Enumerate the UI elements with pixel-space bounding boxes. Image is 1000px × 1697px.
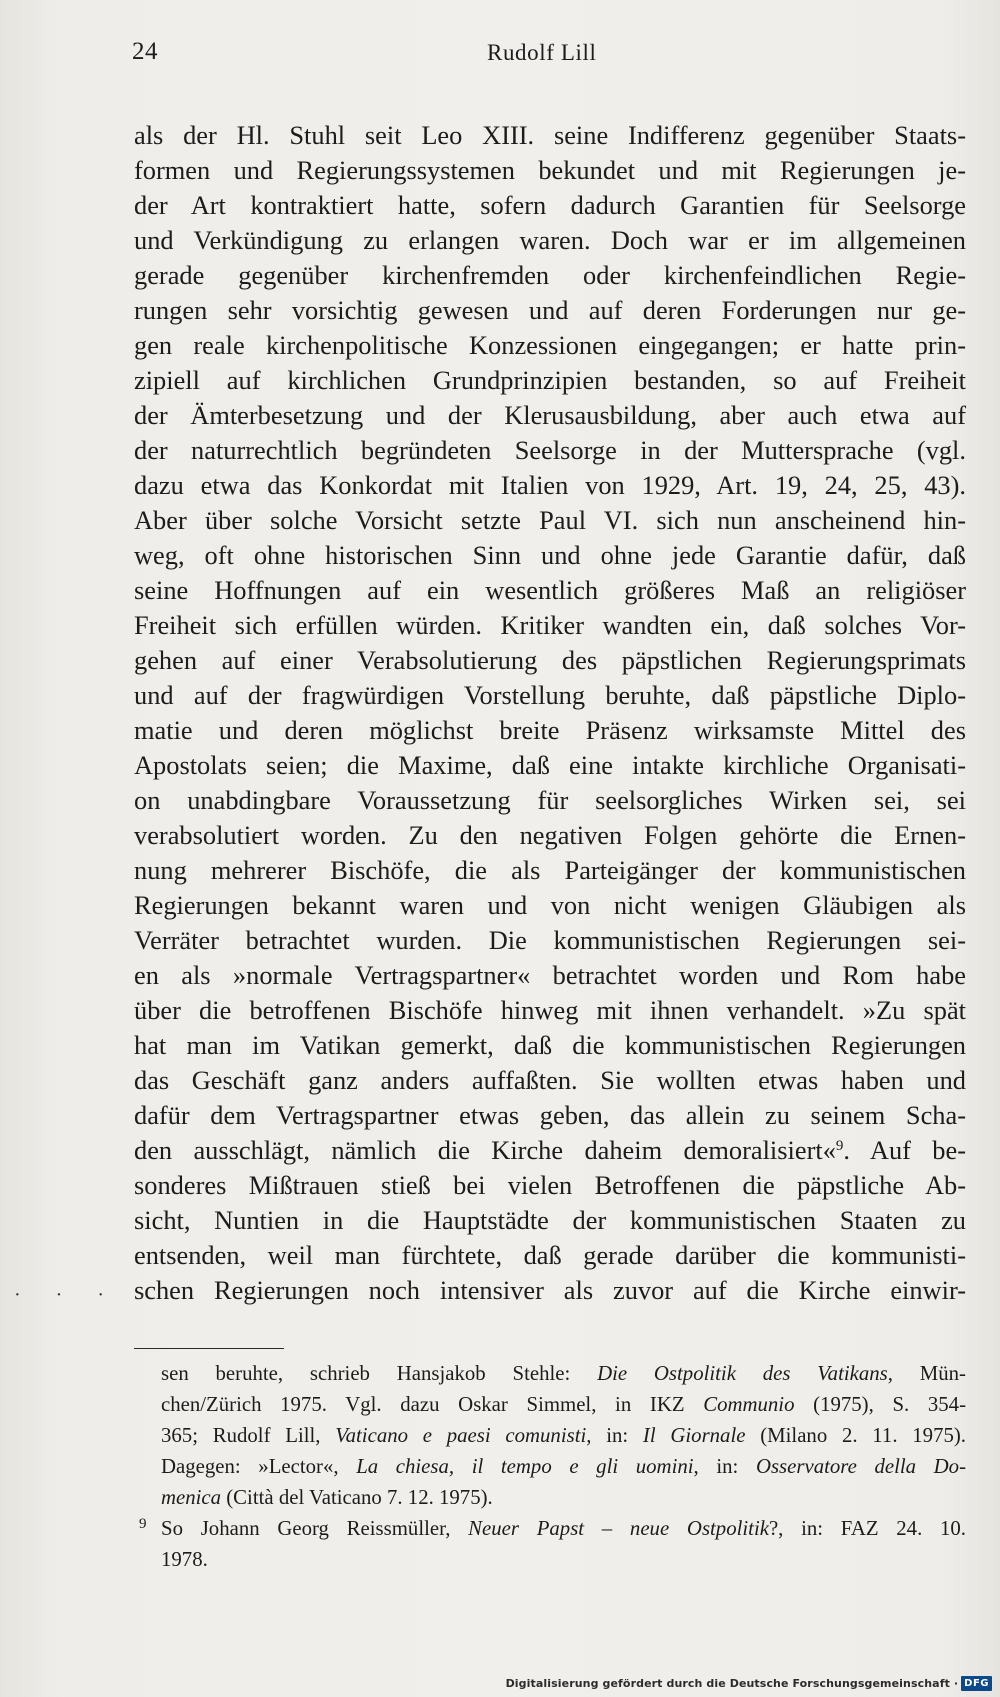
margin-dots: · · · · [14,1284,161,1306]
body-line: Apostolats seien; die Maxime, daß eine intakte kirchliche Organisati- [134,750,966,780]
body-line: matie und deren möglichst breite Präsenz wirksamste Mittel des [134,715,966,745]
page-number: 24 [132,38,158,65]
body-line: der Art kontraktiert hatte, sofern dadurch Garantien für Seelsorge [134,190,966,220]
footnote-line: 1978. [161,1548,208,1571]
body-line: der naturrechtlich begründeten Seelsorge in der Muttersprache (vgl. [134,435,966,465]
dfg-logo: DFG [961,1676,992,1691]
body-line: rungen sehr vorsichtig gewesen und auf deren Forderungen nur ge- [134,295,966,325]
footnote-reference[interactable]: 9 [835,1138,844,1154]
running-head: Rudolf Lill [487,40,597,65]
body-line: zipiell auf kirchlichen Grundprinzipien bestanden, so auf Freiheit [134,365,966,395]
footnotes [134,1358,966,1575]
body-line: seine Hoffnungen auf ein wesentlich größeres Maß an religiöser [134,575,966,605]
body-line: schen Regierungen noch intensiver als zuvor auf die Kirche einwir- [134,1275,966,1305]
body-line: und auf der fragwürdigen Vorstellung beruhte, daß päpstliche Diplo- [134,680,966,710]
body-line: sonderes Mißtrauen stieß bei vielen Betroffenen die päpstliche Ab- [134,1170,966,1200]
body-line: das Geschäft ganz anders auffaßten. Sie wollten etwas haben und [134,1065,966,1095]
footnote-9: 9 So Johann Georg Reissmüller, Neuer Papst – neue Ostpolitik?, in: FAZ 24. 10. [134,1513,966,1544]
body-line: gehen auf einer Verabsolutierung des päpstlichen Regierungsprimats [134,645,966,675]
body-line: verabsolutiert worden. Zu den negativen Folgen gehörte die Ernen- [134,820,966,850]
body-line: sicht, Nuntien in die Hauptstädte der kommunistischen Staaten zu [134,1205,966,1235]
body-line: Freiheit sich erfüllen würden. Kritiker wandten ein, daß solches Vor- [134,610,966,640]
body-line: Verräter betrachtet wurden. Die kommunistischen Regierungen sei- [134,925,966,955]
body-line: gen reale kirchenpolitische Konzessionen eingegangen; er hatte prin- [134,330,966,360]
credit-text: Digitalisierung gefördert durch die Deutsche Forschungsgemeinschaft · [505,1677,959,1690]
body-line: Regierungen bekannt waren und von nicht wenigen Gläubigen als [134,890,966,920]
footnote-line: 365; Rudolf Lill, Vaticano e paesi comunisti, in: Il Giornale (Milano 2. 11. 1975). [161,1424,966,1447]
footnote-line: menica (Città del Vaticano 7. 12. 1975). [161,1486,493,1509]
body-line: über die betroffenen Bischöfe hinweg mit ihnen verhandelt. »Zu spät [134,995,966,1025]
body-line: und Verkündigung zu erlangen waren. Doch war er im allgemeinen [134,225,966,255]
body-line: weg, oft ohne historischen Sinn und ohne jede Garantie dafür, daß [134,540,966,570]
body-line: der Ämterbesetzung und der Klerusausbildung, aber auch etwa auf [134,400,966,430]
body-text [134,118,966,1308]
footnote-line: chen/Zürich 1975. Vgl. dazu Oskar Simmel, in IKZ Communio (1975), S. 354- [161,1393,966,1416]
body-line: gerade gegenüber kirchenfremden oder kirchenfeindlichen Regie- [134,260,966,290]
footnote-rule [134,1348,284,1349]
body-line-text: . Auf be- [843,1135,966,1165]
footnote-line: sen beruhte, schrieb Hansjakob Stehle: Die Ostpolitik des Vatikans, Mün- [161,1362,966,1385]
body-line: en als »normale Vertragspartner« betrachtet worden und Rom habe [134,960,966,990]
body-line: dafür dem Vertragspartner etwas geben, das allein zu seinem Scha- [134,1100,966,1130]
body-line [134,1133,966,1168]
body-line-text: den ausschlägt, nämlich die Kirche daheim demoralisiert« [134,1135,836,1165]
body-line: Aber über solche Vorsicht setzte Paul VI. sich nun anscheinend hin- [134,505,966,535]
body-line: als der Hl. Stuhl seit Leo XIII. seine Indifferenz gegenüber Staats- [134,120,966,150]
body-line: hat man im Vatikan gemerkt, daß die kommunistischen Regierungen [134,1030,966,1060]
footnote-line: Dagegen: »Lector«, La chiesa, il tempo e gli uomini, in: Osservatore della Do- [161,1455,966,1478]
digitization-credit [506,1676,992,1691]
body-line: entsenden, weil man fürchtete, daß gerade darüber die kommunisti- [134,1240,966,1270]
body-line: on unabdingbare Voraussetzung für seelsorgliches Wirken sei, sei [134,785,966,815]
footnote-number: 9 [139,1516,147,1532]
body-line: dazu etwa das Konkordat mit Italien von 1929, Art. 19, 24, 25, 43). [134,470,966,500]
body-line: formen und Regierungssystemen bekundet und mit Regierungen je- [134,155,966,185]
body-line: nung mehrerer Bischöfe, die als Parteigänger der kommunistischen [134,855,966,885]
